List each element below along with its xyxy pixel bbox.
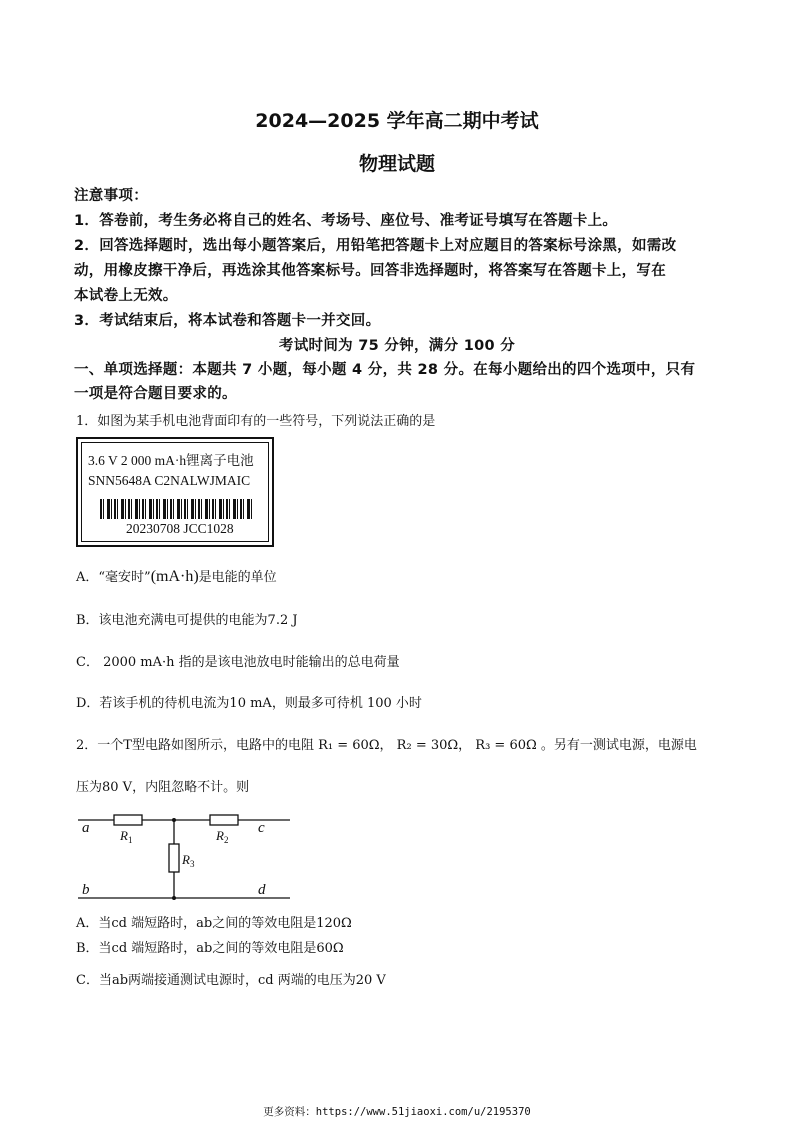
battery-label-line-1: 3.6 V 2 000 mA·h锂离子电池 xyxy=(88,453,254,468)
q1-stem: 1．如图为某手机电池背面印有的一些符号，下列说法正确的是 xyxy=(76,414,436,429)
notice-heading: 注意事项： xyxy=(74,188,148,204)
q1-option-c: C． 2000 mA·h 指的是该电池放电时能输出的总电荷量 xyxy=(76,655,400,670)
notice-item-2-line-3: 本试卷上无效。 xyxy=(74,288,178,304)
terminal-a: a xyxy=(82,820,90,836)
notice-item-1: 1．答卷前，考生务必将自己的姓名、考场号、座位号、准考证号填写在答题卡上。 xyxy=(74,213,618,229)
notice-item-2-line-2: 动，用橡皮擦干净后，再选涂其他答案标号。回答非选择题时，将答案写在答题卡上，写在 xyxy=(74,263,666,279)
label-r1: $R_1$ xyxy=(120,828,133,845)
q2-option-c: C．当ab两端接通测试电源时，cd 两端的电压为20 V xyxy=(76,973,386,988)
notice-item-3: 3．考试结束后，将本试卷和答题卡一并交回。 xyxy=(74,313,381,329)
q2-stem-line-1: 2．一个T型电路如图所示，电路中的电阻 R₁ = 60Ω， R₂ = 30Ω， R₃ = 60Ω 。另有一测试电源，电源电 xyxy=(76,738,697,753)
notice-item-2-line-1: 2．回答选择题时，选出每小题答案后，用铅笔把答题卡上对应题目的答案标号涂黑，如需改 xyxy=(74,238,677,254)
terminal-c: c xyxy=(258,820,265,836)
terminal-d: d xyxy=(258,882,266,898)
q1-option-a xyxy=(76,566,277,586)
junction-bottom-dot xyxy=(172,896,176,900)
q1-option-a-unit: (mA·h) xyxy=(150,568,199,585)
terminal-b: b xyxy=(82,882,90,898)
section-1-line-1: 一、单项选择题：本题共 7 小题，每小题 4 分，共 28 分。在每小题给出的四个选项中，只有 xyxy=(74,362,696,378)
q1-option-d: D．若该手机的待机电流为10 mA，则最多可待机 100 小时 xyxy=(76,696,422,711)
q2-option-b: B．当cd 端短路时，ab之间的等效电阻是60Ω xyxy=(76,941,344,956)
q1-option-a-prefix: A．“毫安时” xyxy=(76,570,151,585)
t-circuit-diagram xyxy=(70,808,310,908)
time-score: 考试时间为 75 分钟，满分 100 分 xyxy=(278,338,516,354)
label-r2: $R_2$ xyxy=(216,828,229,845)
q2-stem-line-2: 压为80 V，内阻忽略不计。则 xyxy=(76,780,250,795)
q2-option-a: A．当cd 端短路时，ab之间的等效电阻是120Ω xyxy=(76,916,352,931)
resistor-r1 xyxy=(114,815,142,825)
barcode-icon xyxy=(100,499,252,519)
q1-option-b: B．该电池充满电可提供的电能为7.2 J xyxy=(76,613,298,628)
battery-label-line-2: SNN5648A C2NALWJMAIC xyxy=(88,473,251,488)
label-r3: $R_3$ xyxy=(182,852,195,869)
junction-top-dot xyxy=(172,818,176,822)
q1-option-a-suffix: 是电能的单位 xyxy=(198,570,277,585)
section-1-line-2: 一项是符合题目要求的。 xyxy=(74,386,237,402)
footer-link[interactable]: 更多资料：https://www.51jiaoxi.com/u/2195370 xyxy=(263,1106,531,1118)
resistor-r2 xyxy=(210,815,238,825)
resistor-r3 xyxy=(169,844,179,872)
battery-label xyxy=(76,437,274,547)
exam-subtitle: 物理试题 xyxy=(358,153,435,175)
battery-label-line-3: 20230708 JCC1028 xyxy=(126,521,234,536)
exam-title: 2024—2025 学年高二期中考试 xyxy=(255,110,539,132)
